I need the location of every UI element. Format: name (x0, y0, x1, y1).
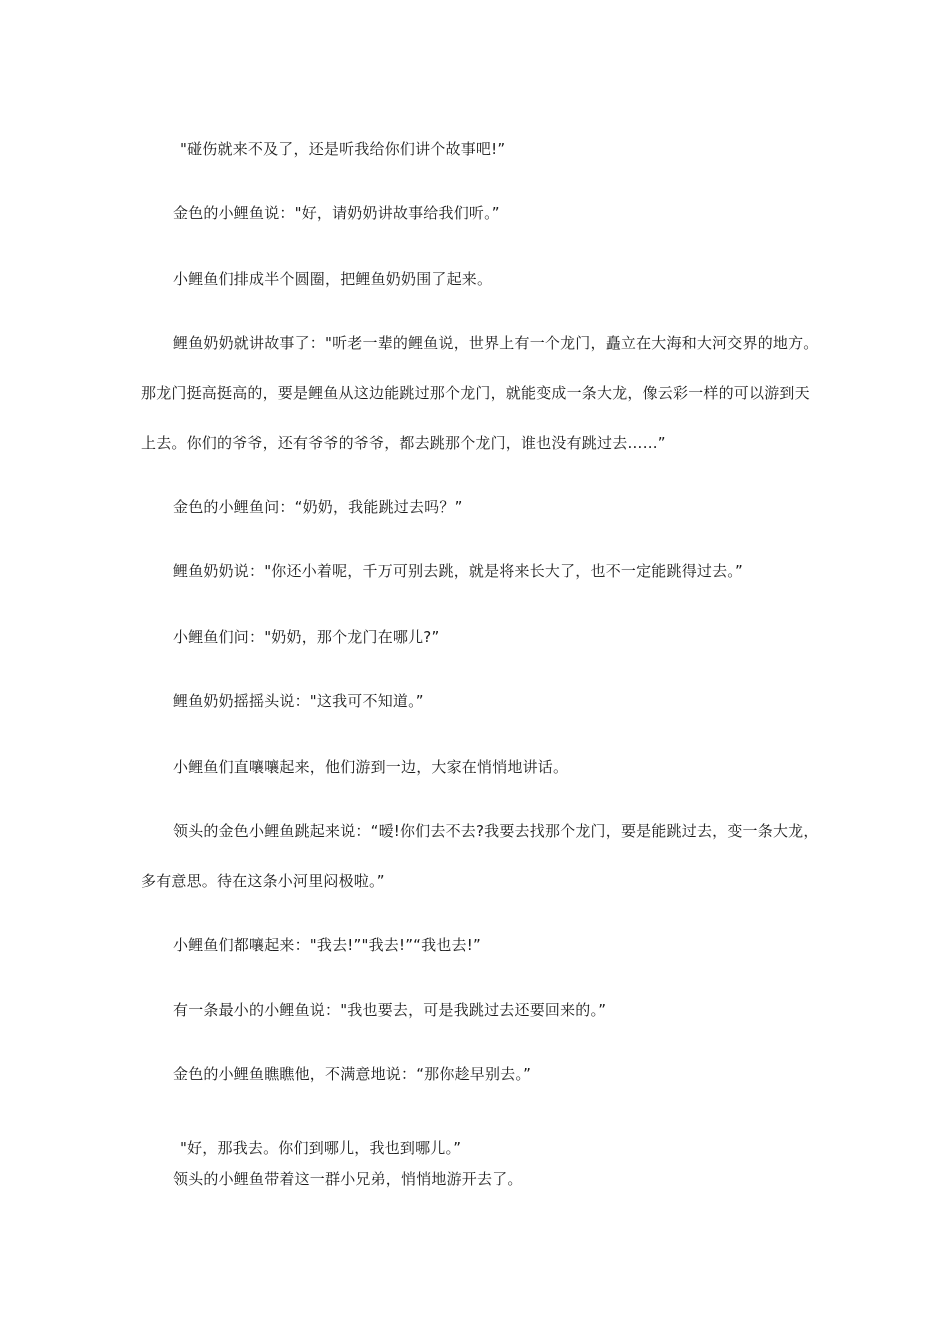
paragraph-line: 鲤鱼奶奶摇摇头说："这我可不知道。” (173, 692, 424, 710)
paragraph-line: 鲤鱼奶奶说："你还小着呢，千万可别去跳，就是将来长大了，也不一定能跳得过去。” (173, 562, 743, 580)
paragraph-line: 有一条最小的小鲤鱼说："我也要去，可是我跳过去还要回来的。” (173, 1001, 607, 1019)
paragraph-line: 小鲤鱼们都嚷起来："我去!”"我去!”“我也去!” (173, 936, 481, 954)
paragraph-line: 小鲤鱼们直嚷嚷起来，他们游到一边，大家在悄悄地讲话。 (173, 758, 569, 776)
paragraph-line: 领头的金色小鲤鱼跳起来说：“暧!你们去不去?我要去找那个龙门，要是能跳过去，变一条大龙， (173, 822, 819, 840)
paragraph-line: "碰伤就来不及了，还是听我给你们讲个故事吧!” (180, 140, 506, 158)
paragraph-line: 上去。你们的爷爷，还有爷爷的爷爷，都去跳那个龙门，谁也没有跳过去……” (141, 434, 666, 452)
paragraph-line: 金色的小鲤鱼瞧瞧他，不满意地说：“那你趁早别去。” (173, 1065, 532, 1083)
paragraph-line: 那龙门挺高挺高的，要是鲤鱼从这边能跳过那个龙门，就能变成一条大龙，像云彩一样的可以游到天 (141, 384, 810, 402)
paragraph-line: 小鲤鱼们排成半个圆圈，把鲤鱼奶奶围了起来。 (173, 270, 493, 288)
paragraph-line: 小鲤鱼们问："奶奶，那个龙门在哪儿?” (173, 628, 440, 646)
paragraph-line: 金色的小鲤鱼问：“奶奶，我能跳过去吗？” (173, 498, 463, 516)
paragraph-line: 鲤鱼奶奶就讲故事了："听老一辈的鲤鱼说，世界上有一个龙门，矗立在大海和大河交界的地方。 (173, 334, 819, 352)
paragraph-line: 金色的小鲤鱼说："好，请奶奶讲故事给我们听。” (173, 204, 500, 222)
paragraph-line: "好，那我去。你们到哪儿，我也到哪儿。” (180, 1139, 462, 1157)
paragraph-line: 领头的小鲤鱼带着这一群小兄弟，悄悄地游开去了。 (173, 1170, 523, 1188)
paragraph-line: 多有意思。待在这条小河里闷极啦。” (141, 872, 385, 890)
